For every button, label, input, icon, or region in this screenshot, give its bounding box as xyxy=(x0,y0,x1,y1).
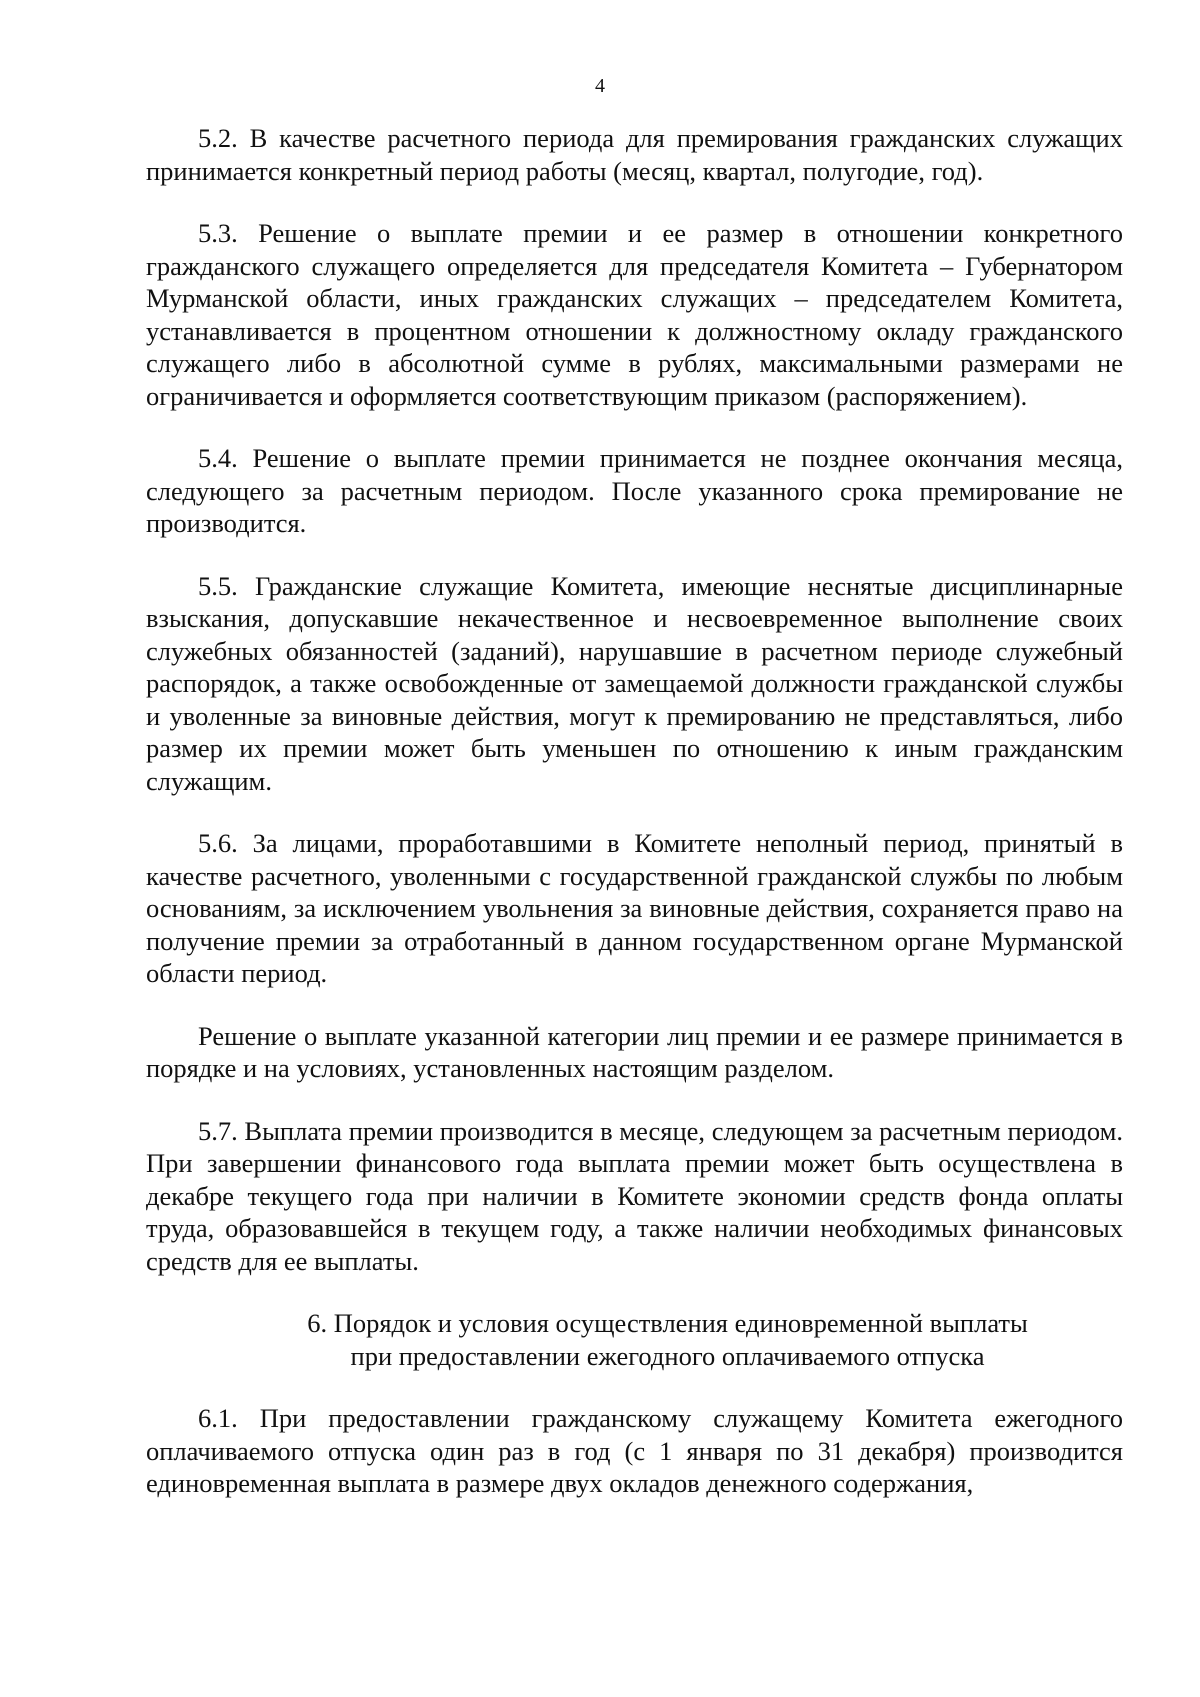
paragraph-5-3: 5.3. Решение о выплате премии и ее размер в отношении конкретного гражданского служащего определяется для председателя Комитета – Губернатором Мурманской области, иных гражданских служащих – председателем Комитета, устанавливается в процентном отношении к должностному окладу гражданского служащего либо в абсолютной сумме в рублях, максимальными размерами не ограничивается и оформляется соответствующим приказом (распоряжением). xyxy=(146,218,1123,411)
paragraph-5-2: 5.2. В качестве расчетного периода для премирования гражданских служащих принимается конкретный период работы (месяц, квартал, полугодие, год). xyxy=(146,123,1123,186)
paragraph-6-1: 6.1. При предоставлении гражданскому служащему Комитета ежегодного оплачиваемого отпуска один раз в год (с 1 января по 31 декабря) производится единовременная выплата в размере двух окладов денежного содержания, xyxy=(146,1403,1123,1498)
document-body xyxy=(146,122,1123,1530)
paragraph-5-6-continued: Решение о выплате указанной категории лиц премии и ее размере принимается в порядке и на условиях, установленных настоящим разделом. xyxy=(146,1020,1123,1083)
paragraph-5-6: 5.6. За лицами, проработавшими в Комитете неполный период, принятый в качестве расчетного, уволенными с государственной гражданской службы по любым основаниям, за исключением увольнения за виновные действия, сохраняется право на получение премии за отработанный в данном государственном органе Мурманской области период. xyxy=(146,828,1123,988)
section-6-heading-line-1: 6. Порядок и условия осуществления единовременной выплаты xyxy=(307,1308,1028,1338)
page-number: 4 xyxy=(595,75,605,97)
paragraph-5-7: 5.7. Выплата премии производится в месяце, следующем за расчетным периодом. При завершении финансового года выплата премии может быть осуществлена в декабре текущего года при наличии в Комитете экономии средств фонда оплаты труда, образовавшейся в текущем году, а также наличии необходимых финансовых средств для ее выплаты. xyxy=(146,1115,1123,1276)
section-6-heading-line-2: при предоставлении ежегодного оплачиваемого отпуска xyxy=(350,1340,985,1371)
section-6-heading xyxy=(146,1307,1123,1372)
paragraph-5-4: 5.4. Решение о выплате премии принимается не позднее окончания месяца, следующего за расчетным периодом. После указанного срока премирование не производится. xyxy=(146,443,1123,538)
paragraph-5-5: 5.5. Гражданские служащие Комитета, имеющие неснятые дисциплинарные взыскания, допускавшие некачественное и несвоевременное выполнение своих служебных обязанностей (заданий), нарушавшие в расчетном периоде служебный распорядок, а также освобожденные от замещаемой должности гражданской службы и уволенные за виновные действия, могут к премированию не представляться, либо размер их премии может быть уменьшен по отношению к иным гражданским служащим. xyxy=(146,570,1123,796)
